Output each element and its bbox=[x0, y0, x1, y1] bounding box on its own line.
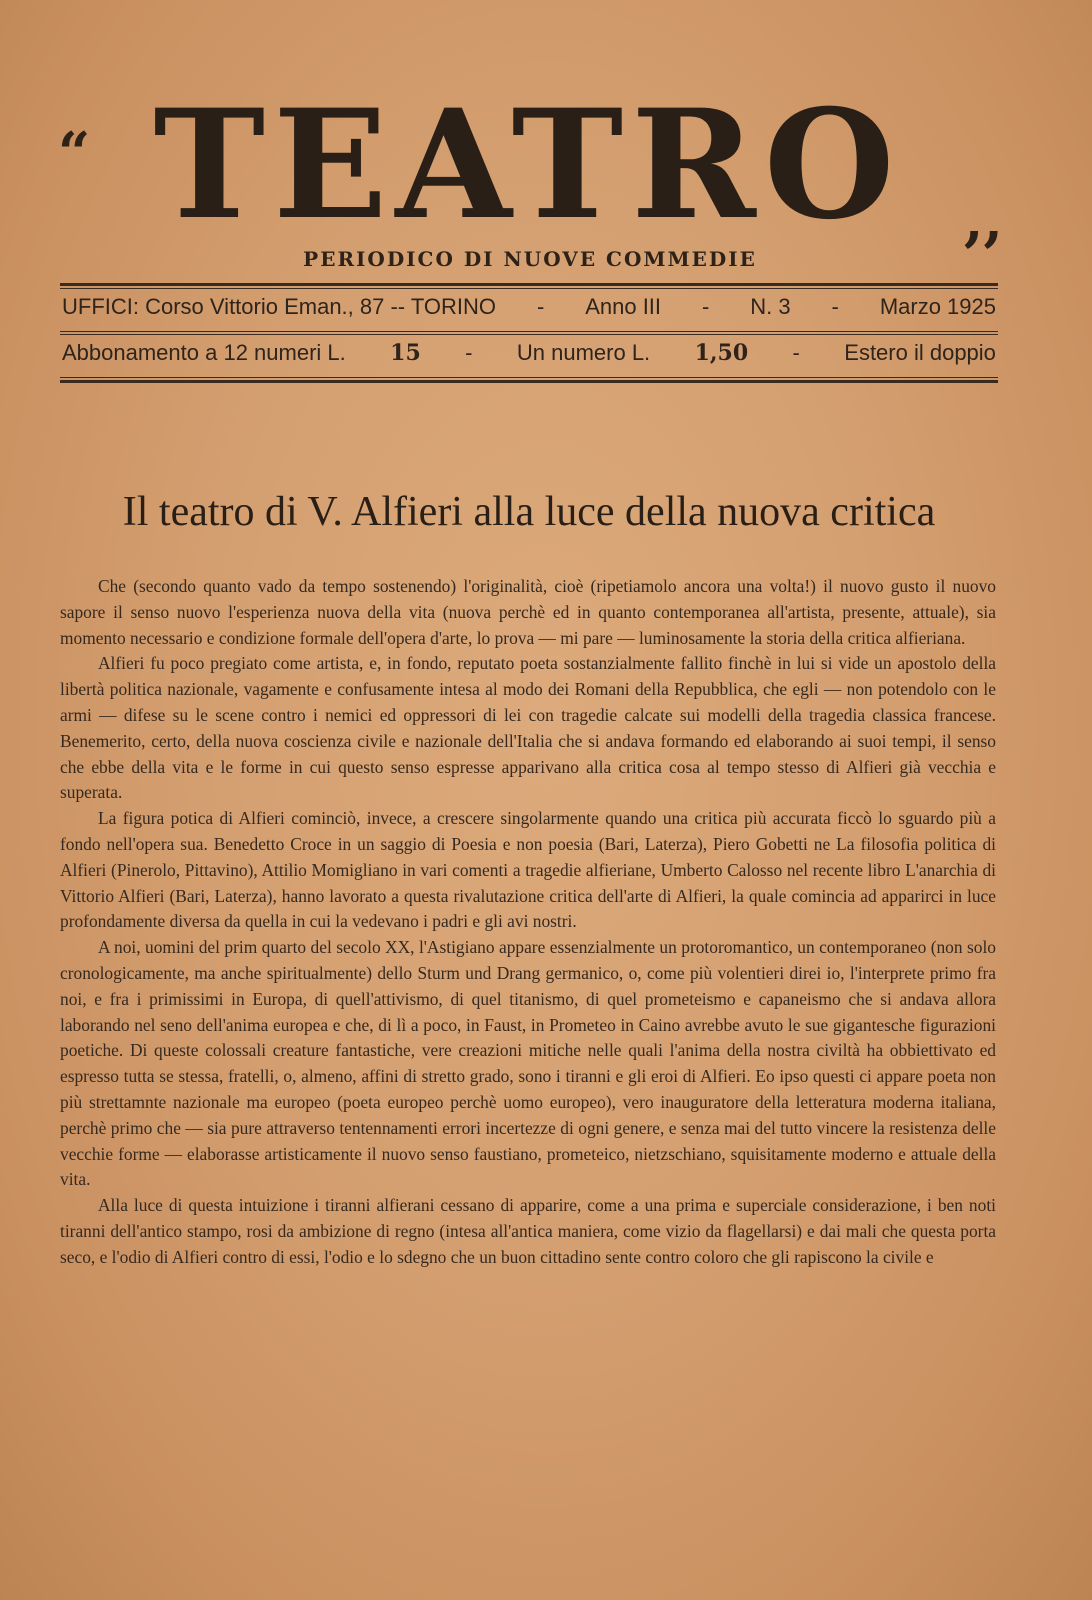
article-paragraph: A noi, uomini del prim quarto del secolo XX, l'Astigiano appare essenzialmente un protoromantico, un contemporaneo (non solo cronologicamente, ma anche spiritualmente) dello Sturm und Drang germanico, o, come più volentieri direi io, l'interprete primo fra noi, e fra i primissimi in Europa, di quell'attivismo, di quel titanismo, di quel prometeismo e capaneismo che si andava allora laborando nel seno dell'anima europea e che, di lì a poco, in Faust, in Prometeo in Caino avrebbe avuto le sue gigantesche figurazioni poetiche. Di queste colossali creature fantastiche, vere creazioni mitiche nelle quali l'anima della nostra civiltà ha obbiettivato ed espresso tutta se stessa, fratelli, o, almeno, affini di stretto grado, sono i tiranni e gli eroi di Alfieri. Eo ipso questi ci appare poeta non più strettamnte nazionale ma europeo (poeta europeo perchè uomo europeo), vero inauguratore della letteratura moderna italiana, perchè primo che — sia pure attraverso tentennamenti errori incertezze di ogni genere, e senza mai del tutto vincere la resistenza delle vecchie forme — elaborasse artisticamente il nuovo senso faustiano, prometeico, nietzschiano, squisitamente moderno e attuale della vita. bbox=[60, 937, 996, 1190]
abroad-price-note: Estero il doppio bbox=[844, 340, 996, 365]
issue-date: Marzo 1925 bbox=[879, 294, 996, 319]
article-body bbox=[60, 574, 996, 1271]
article-paragraph: Alfieri fu poco pregiato come artista, e, in fondo, reputato poeta sostanzialmente fallito finchè in lui si vide un apostolo della libertà politica nazionale, vagamente e confusamente intesa al modo dei Romani della Repubblica, che egli — non potendolo con le armi — difese su le scene contro i nemici ed oppressori di lei con tragedie calcate sui modelli della tragedia classica francese. Benemerito, certo, della nuova coscienza civile e nazionale dell'Italia che si andava formando ed elaborando ai suoi tempi, il senso che ebbe della vita e le forme in cui questo senso espresse apparivano alla critica cosa al tempo stesso di Alfieri già vecchia e superata. bbox=[60, 653, 996, 803]
subscription-price: 15 bbox=[390, 340, 421, 366]
single-issue-price: 1,50 bbox=[694, 340, 749, 366]
article-paragraph: La figura potica di Alfieri cominciò, invece, a crescere singolarmente quando una critica più accurata ficcò lo sguardo più a fondo nell'opera sua. Benedetto Croce in un saggio di Poesia e non poesia (Bari, Laterza), Piero Gobetti ne La filosofia politica di Alfieri (Pinerolo, Pittavino), Attilio Momigliano in vari comenti a tragedie alfieriane, Umberto Calosso nel recente libro L'anarchia di Vittorio Alfieri (Bari, Laterza), hanno lavorato a questa rivalutazione critica dell'arte di Alfieri, la quale comincia ad apparirci in luce profondamente diversa da quella in cui la vedevano i padri e gli avi nostri. bbox=[60, 808, 996, 932]
single-issue-label: Un numero L. bbox=[516, 340, 651, 365]
article-paragraph: Che (secondo quanto vado da tempo sostenendo) l'originalità, cioè (ripetiamolo ancora una volta!) il nuovo gusto il nuovo sapore il senso nuovo l'esperienza nuova della vita (nuova perchè ed in quanto contemporanea all'artista, presente, attuale), sia momento necessario e condizione formale dell'opera d'arte, lo prova — mi pare — luminosamente la storia della critica alfieriana. bbox=[60, 576, 996, 648]
masthead-rule-top-thin bbox=[60, 288, 998, 289]
masthead-subtitle: PERIODICO DI NUOVE COMMEDIE bbox=[303, 247, 757, 271]
article-title: Il teatro di V. Alfieri alla luce della nuova critica bbox=[122, 489, 936, 535]
publication-year: Anno III bbox=[585, 294, 662, 319]
masthead bbox=[58, 77, 1003, 254]
info-rule-bottom-thin bbox=[60, 377, 998, 378]
issue-number: N. 3 bbox=[750, 294, 791, 319]
info-rule-middle-thin bbox=[60, 334, 998, 335]
masthead-close-quote: ,, bbox=[964, 188, 1003, 254]
masthead-rule-top bbox=[60, 283, 998, 286]
offices-address: UFFICI: Corso Vittorio Eman., 87 -- TORINO bbox=[62, 294, 496, 319]
article-paragraph: Alla luce di questa intuizione i tiranni alfierani cessano di apparire, come a una prima e superciale considerazione, i ben noti tiranni dell'antico stampo, rosi da ambizione di regno (intesa all'antica maniera, come vizio da flagellarsi) e dai mali che questa porta seco, e l'odio di Alfieri contro di essi, l'odio e lo sdegno che un buon cittadino sente contro coloro che gli rapiscono la civile e bbox=[60, 1195, 996, 1267]
info-rule-bottom bbox=[60, 380, 998, 383]
publication-info-line: UFFICI: Corso Vittorio Eman., 87 -- TORINO - Anno III - N. 3 - Marzo 1925 bbox=[62, 294, 996, 319]
masthead-open-quote: “ bbox=[58, 120, 91, 186]
info-rule-middle bbox=[60, 331, 998, 332]
subscription-info-line: Abbonamento a 12 numeri L. 15 - Un numero L. 1,50 - Estero il doppio bbox=[62, 340, 996, 366]
subscription-label: Abbonamento a 12 numeri L. bbox=[62, 340, 346, 365]
masthead-title: TEATRO bbox=[153, 77, 903, 253]
